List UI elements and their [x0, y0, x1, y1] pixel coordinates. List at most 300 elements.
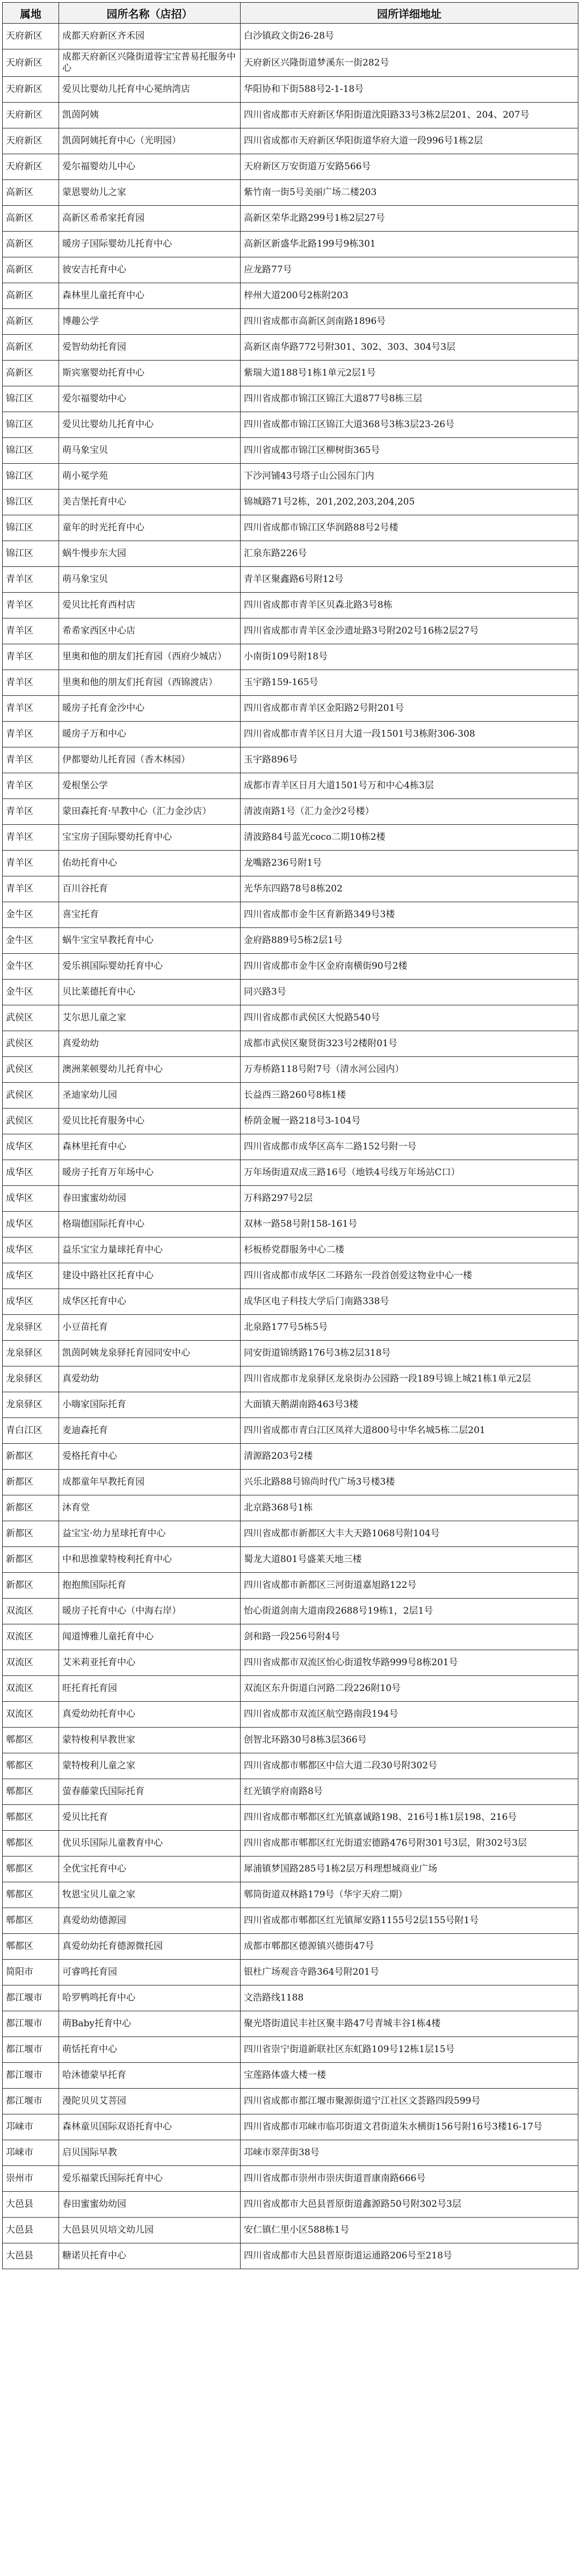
table-row [3, 1470, 578, 1495]
cell-address: 清源路203号2楼 [241, 1444, 578, 1470]
table-row [3, 954, 578, 980]
cell-district: 都江堰市 [3, 1985, 59, 2011]
cell-name: 全优宝托育中心 [59, 1857, 241, 1882]
cell-name: 暖房子托育中心（中海右岸） [59, 1599, 241, 1624]
cell-address: 龙嘴路236号附1号 [241, 851, 578, 876]
table-row [3, 24, 578, 49]
table-row [3, 696, 578, 722]
cell-name: 蜗牛宝宝早教托育中心 [59, 928, 241, 954]
table-row [3, 799, 578, 825]
cell-name: 萌小冕学苑 [59, 464, 241, 490]
cell-address: 梓州大道200号2栋附203 [241, 283, 578, 309]
cell-name: 春田蜜蜜幼幼园 [59, 2192, 241, 2218]
cell-address: 双林一路58号附158-161号 [241, 1212, 578, 1237]
cell-district: 青羊区 [3, 747, 59, 773]
cell-district: 成华区 [3, 1289, 59, 1315]
cell-district: 双流区 [3, 1599, 59, 1624]
cell-address: 四川省成都市青羊区贝森北路3号8栋 [241, 593, 578, 618]
cell-name: 成都天府新区齐禾园 [59, 24, 241, 49]
table-row [3, 128, 578, 154]
table-row [3, 1624, 578, 1650]
cell-name: 高新区希希家托育园 [59, 206, 241, 232]
cell-address: 四川省成都市双流区航空路南段194号 [241, 1702, 578, 1728]
cell-name: 爱乐祺国际婴幼托育中心 [59, 954, 241, 980]
cell-address: 四川省成都市新都区大丰大天路1068号附104号 [241, 1521, 578, 1547]
cell-name: 里奥和他的朋友们托育园（西府少城店） [59, 644, 241, 670]
cell-address: 四川省成都市郫都区红光镇犀安路1155号2层155号附1号 [241, 1908, 578, 1934]
table-row [3, 1109, 578, 1134]
cell-district: 成华区 [3, 1263, 59, 1289]
cell-district: 郫都区 [3, 1908, 59, 1934]
table-row [3, 876, 578, 902]
table-row [3, 670, 578, 696]
cell-name: 麦迪森托育 [59, 1418, 241, 1444]
cell-name: 爱贝比婴幼儿托育中心 [59, 412, 241, 438]
table-row [3, 1005, 578, 1031]
cell-name: 启贝国际早教 [59, 2140, 241, 2166]
cell-address: 成都市郫都区德源镇兴德街47号 [241, 1934, 578, 1960]
cell-district: 青白江区 [3, 1418, 59, 1444]
cell-district: 龙泉驿区 [3, 1392, 59, 1418]
table-row [3, 206, 578, 232]
cell-name: 成都天府新区兴隆街道蓉宝宝普易托服务中心 [59, 49, 241, 77]
cell-district: 青羊区 [3, 696, 59, 722]
cell-district: 金牛区 [3, 902, 59, 928]
cell-name: 爱尔福婴幼儿中心 [59, 154, 241, 180]
table-row [3, 464, 578, 490]
cell-address: 紫瑞大道188号1栋1单元2层1号 [241, 361, 578, 386]
cell-address: 玉宇路159-165号 [241, 670, 578, 696]
table-row [3, 773, 578, 799]
cell-district: 新都区 [3, 1547, 59, 1573]
cell-address: 四川省成都市锦江区锦江大道368号3栋3层23-26号 [241, 412, 578, 438]
cell-address: 下沙河铺43号塔子山公园东门内 [241, 464, 578, 490]
table-row [3, 1392, 578, 1418]
cell-name: 小嗨家国际托育 [59, 1392, 241, 1418]
cell-address: 四川省成都市郫都区红光镇嘉诚路198、216号1栋1层198、216号 [241, 1805, 578, 1831]
table-row [3, 154, 578, 180]
cell-district: 天府新区 [3, 77, 59, 103]
cell-district: 锦江区 [3, 515, 59, 541]
cell-name: 爱贝比托育服务中心 [59, 1109, 241, 1134]
cell-name: 成华区托育中心 [59, 1289, 241, 1315]
cell-name: 益乐宝宝力量球托育中心 [59, 1237, 241, 1263]
cell-address: 创智北环路30号8栋3层366号 [241, 1728, 578, 1753]
table-row [3, 541, 578, 567]
cell-district: 锦江区 [3, 438, 59, 464]
cell-district: 崇州市 [3, 2166, 59, 2192]
table-row [3, 1289, 578, 1315]
table-row [3, 2243, 578, 2269]
cell-address: 杉板桥党群服务中心二楼 [241, 1237, 578, 1263]
cell-name: 蒙恩婴幼儿之家 [59, 180, 241, 206]
table-row [3, 1083, 578, 1109]
table-row [3, 1521, 578, 1547]
table-row [3, 1573, 578, 1599]
cell-address: 白沙镇政文街26-28号 [241, 24, 578, 49]
cell-district: 青羊区 [3, 773, 59, 799]
cell-address: 怡心街道剑南大道南段2688号19栋1，2层1号 [241, 1599, 578, 1624]
table-row [3, 438, 578, 464]
cell-address: 四川省成都市锦江区华润路88号2号楼 [241, 515, 578, 541]
cell-district: 都江堰市 [3, 2089, 59, 2114]
cell-district: 成华区 [3, 1237, 59, 1263]
cell-address: 长益西三路260号8栋1楼 [241, 1083, 578, 1109]
cell-name: 真爱幼幼托育德源微托园 [59, 1934, 241, 1960]
cell-district: 郫都区 [3, 1805, 59, 1831]
cell-name: 希希家西区中心店 [59, 618, 241, 644]
cell-district: 都江堰市 [3, 2063, 59, 2089]
cell-address: 四川省成都市大邑县晋原街道运通路206号至218号 [241, 2243, 578, 2269]
cell-address: 四川省成都市高新区剑南路1896号 [241, 309, 578, 335]
cell-address: 万科路297号2层 [241, 1186, 578, 1212]
cell-name: 真爱幼幼托育中心 [59, 1702, 241, 1728]
cell-district: 锦江区 [3, 464, 59, 490]
cell-district: 天府新区 [3, 103, 59, 128]
cell-name: 森林里儿童托育中心 [59, 283, 241, 309]
cell-address: 四川省成都市郫都区中信大道二段30号附302号 [241, 1753, 578, 1779]
cell-name: 斯宾塞婴幼托育中心 [59, 361, 241, 386]
cell-name: 百川谷托育 [59, 876, 241, 902]
cell-name: 贝比莱德托育中心 [59, 980, 241, 1005]
table-row [3, 1186, 578, 1212]
cell-name: 喜宝托育 [59, 902, 241, 928]
cell-address: 四川省成都市都江堰市聚源街道宁江社区文荟路四段599号 [241, 2089, 578, 2114]
cell-address: 清波路84号蓝光coco二期10栋2楼 [241, 825, 578, 851]
cell-name: 萌Baby托育中心 [59, 2011, 241, 2037]
cell-district: 武侯区 [3, 1031, 59, 1057]
cell-district: 金牛区 [3, 954, 59, 980]
table-row [3, 980, 578, 1005]
cell-district: 武侯区 [3, 1109, 59, 1134]
table-row [3, 2011, 578, 2037]
cell-name: 蒙特梭利儿童之家 [59, 1753, 241, 1779]
table-row [3, 1882, 578, 1908]
cell-address: 四川省成都市青羊区金阳路2号附201号 [241, 696, 578, 722]
table-row [3, 1934, 578, 1960]
table-body [3, 24, 578, 2269]
table-row [3, 747, 578, 773]
cell-district: 金牛区 [3, 980, 59, 1005]
cell-district: 邛崃市 [3, 2114, 59, 2140]
cell-district: 天府新区 [3, 154, 59, 180]
table-row [3, 180, 578, 206]
cell-address: 四川省成都市成华区高车二路152号附一号 [241, 1134, 578, 1160]
cell-district: 武侯区 [3, 1057, 59, 1083]
table-row [3, 335, 578, 361]
cell-district: 郫都区 [3, 1857, 59, 1882]
cell-address: 锦城路71号2栋，201,202,203,204,205 [241, 490, 578, 515]
cell-district: 大邑县 [3, 2192, 59, 2218]
cell-name: 闻道博雅儿童托育中心 [59, 1624, 241, 1650]
table-row [3, 1676, 578, 1702]
cell-address: 四川省成都市天府新区华阳街道华府大道一段996号1栋2层 [241, 128, 578, 154]
cell-address: 光华东四路78号8栋202 [241, 876, 578, 902]
cell-address: 桥荫金履一路218号3-104号 [241, 1109, 578, 1134]
cell-district: 青羊区 [3, 722, 59, 747]
header-name: 园所名称（店招） [59, 3, 241, 24]
cell-name: 爱贝比托育西村店 [59, 593, 241, 618]
cell-address: 宝莲路体盛大楼一楼 [241, 2063, 578, 2089]
table-row [3, 1547, 578, 1573]
table-row [3, 722, 578, 747]
cell-district: 锦江区 [3, 412, 59, 438]
cell-address: 四川省成都市武侯区大悦路540号 [241, 1005, 578, 1031]
cell-district: 高新区 [3, 309, 59, 335]
cell-name: 小豆苗托育 [59, 1315, 241, 1341]
cell-address: 四川省成都市青白江区凤祥大道800号中华名城5栋二层201 [241, 1418, 578, 1444]
cell-address: 四川省成都市大邑县晋原街道鑫源路50号附302号3层 [241, 2192, 578, 2218]
cell-name: 彼安吉托育中心 [59, 257, 241, 283]
cell-address: 大面镇天鹅湖南路463号3楼 [241, 1392, 578, 1418]
cell-address: 兴乐北路88号锦尚时代广场3号楼3楼 [241, 1470, 578, 1495]
cell-district: 高新区 [3, 180, 59, 206]
cell-name: 萌马象宝贝 [59, 438, 241, 464]
cell-address: 高新区荣华北路299号1栋2层27号 [241, 206, 578, 232]
table-row [3, 283, 578, 309]
table-row [3, 386, 578, 412]
cell-address: 四川省成都市青羊区金沙遗址路3号附202号16栋2层27号 [241, 618, 578, 644]
table-row [3, 928, 578, 954]
cell-district: 金牛区 [3, 928, 59, 954]
cell-name: 澳洲莱顿婴幼儿托育中心 [59, 1057, 241, 1083]
cell-address: 青羊区聚鑫路6号附12号 [241, 567, 578, 593]
cell-address: 四川省崇宁街道新联社区东虹路109号12栋1层15号 [241, 2037, 578, 2063]
cell-address: 成华区电子科技大学后门南路338号 [241, 1289, 578, 1315]
cell-address: 万寿桥路118号附7号（清水河公园内） [241, 1057, 578, 1083]
table-row [3, 1031, 578, 1057]
cell-address: 四川省成都市新都区三河街道嘉旭路122号 [241, 1573, 578, 1599]
cell-district: 郫都区 [3, 1753, 59, 1779]
cell-name: 哈罗鸭鸣托育中心 [59, 1985, 241, 2011]
cell-address: 高新区新盛华北路199号9栋301 [241, 232, 578, 257]
cell-name: 爱贝比婴幼儿托育中心冕纳湾店 [59, 77, 241, 103]
table-row [3, 1831, 578, 1857]
cell-name: 暖房子万和中心 [59, 722, 241, 747]
cell-district: 青羊区 [3, 851, 59, 876]
cell-district: 锦江区 [3, 541, 59, 567]
cell-name: 森林里托育中心 [59, 1134, 241, 1160]
cell-district: 青羊区 [3, 876, 59, 902]
table-row [3, 1212, 578, 1237]
cell-district: 郫都区 [3, 1882, 59, 1908]
cell-name: 暖房子托育金沙中心 [59, 696, 241, 722]
cell-name: 萌恬托育中心 [59, 2037, 241, 2063]
cell-district: 锦江区 [3, 386, 59, 412]
cell-name: 童年的时光托育中心 [59, 515, 241, 541]
table-row [3, 1805, 578, 1831]
cell-address: 小南街109号附18号 [241, 644, 578, 670]
cell-district: 新都区 [3, 1573, 59, 1599]
cell-name: 暖房子国际婴幼儿托育中心 [59, 232, 241, 257]
table-row [3, 1728, 578, 1753]
table-row [3, 2218, 578, 2243]
cell-district: 郫都区 [3, 1728, 59, 1753]
cell-address: 双流区东升街道白河路二段226附10号 [241, 1676, 578, 1702]
kindergarten-list-sheet [2, 2, 578, 2269]
cell-name: 抱抱熊国际托育 [59, 1573, 241, 1599]
cell-address: 郫筒街道双林路179号（华宇天府二期） [241, 1882, 578, 1908]
cell-address: 四川省成都市锦江区柳树街365号 [241, 438, 578, 464]
cell-name: 宝宝房子国际婴幼托育中心 [59, 825, 241, 851]
table-row [3, 2192, 578, 2218]
cell-name: 优贝乐国际儿童教育中心 [59, 1831, 241, 1857]
table-row [3, 490, 578, 515]
cell-name: 博趣公学 [59, 309, 241, 335]
table-row [3, 257, 578, 283]
cell-address: 四川省成都市青羊区日月大道一段1501号3栋附306-308 [241, 722, 578, 747]
table-row [3, 902, 578, 928]
cell-name: 成都童年早教托育园 [59, 1470, 241, 1495]
cell-district: 大邑县 [3, 2218, 59, 2243]
cell-name: 森林童贝国际双语托育中心 [59, 2114, 241, 2140]
cell-name: 格瑞德国际托育中心 [59, 1212, 241, 1237]
table-row [3, 825, 578, 851]
table-row [3, 1908, 578, 1934]
table-row [3, 412, 578, 438]
table-row [3, 2114, 578, 2140]
cell-district: 新都区 [3, 1521, 59, 1547]
cell-name: 漫陀贝贝艾菩园 [59, 2089, 241, 2114]
cell-name: 爱格托育中心 [59, 1444, 241, 1470]
cell-district: 邛崃市 [3, 2140, 59, 2166]
cell-district: 郫都区 [3, 1934, 59, 1960]
header-address: 园所详细地址 [241, 3, 578, 24]
cell-name: 伊都婴幼儿托育园（香木林园） [59, 747, 241, 773]
cell-name: 爱尔福婴幼中心 [59, 386, 241, 412]
table-row [3, 1263, 578, 1289]
table-row [3, 2037, 578, 2063]
cell-name: 真爱幼幼 [59, 1031, 241, 1057]
cell-address: 成都市武侯区聚贤街323号2楼附01号 [241, 1031, 578, 1057]
cell-district: 双流区 [3, 1702, 59, 1728]
cell-district: 简阳市 [3, 1960, 59, 1985]
cell-district: 高新区 [3, 335, 59, 361]
header-district: 属地 [3, 3, 59, 24]
cell-district: 青羊区 [3, 567, 59, 593]
cell-district: 武侯区 [3, 1005, 59, 1031]
cell-name: 中和思推蒙特梭利托育中心 [59, 1547, 241, 1573]
cell-address: 同兴路3号 [241, 980, 578, 1005]
cell-district: 郫都区 [3, 1831, 59, 1857]
cell-name: 哈沐德蒙早托育 [59, 2063, 241, 2089]
cell-district: 高新区 [3, 206, 59, 232]
cell-address: 四川省成都市龙泉驿区龙泉街办公园路一段189号锦上城21栋1单元2层 [241, 1366, 578, 1392]
cell-address: 四川省成都市锦江区锦江大道877号8栋三层 [241, 386, 578, 412]
cell-district: 成华区 [3, 1160, 59, 1186]
table-row [3, 49, 578, 77]
cell-district: 天府新区 [3, 49, 59, 77]
cell-district: 龙泉驿区 [3, 1315, 59, 1341]
table-row [3, 851, 578, 876]
cell-address: 银杜广场观音寺路364号附201号 [241, 1960, 578, 1985]
table-row [3, 1985, 578, 2011]
table-row [3, 1753, 578, 1779]
cell-name: 蜗牛慢步东大园 [59, 541, 241, 567]
cell-address: 金府路889号5栋2层1号 [241, 928, 578, 954]
cell-district: 青羊区 [3, 644, 59, 670]
cell-address: 北京路368号1栋 [241, 1495, 578, 1521]
cell-name: 爱乐福蒙氏国际托育中心 [59, 2166, 241, 2192]
cell-district: 双流区 [3, 1650, 59, 1676]
cell-district: 成华区 [3, 1186, 59, 1212]
cell-address: 文浩路线1188 [241, 1985, 578, 2011]
cell-district: 青羊区 [3, 670, 59, 696]
cell-address: 天府新区万安街道万安路566号 [241, 154, 578, 180]
table-row [3, 1134, 578, 1160]
cell-name: 建设中路社区托育中心 [59, 1263, 241, 1289]
cell-address: 蜀龙大道801号盛莱天地三楼 [241, 1547, 578, 1573]
cell-name: 可睿鸣托育园 [59, 1960, 241, 1985]
cell-district: 大邑县 [3, 2243, 59, 2269]
table-row [3, 1960, 578, 1985]
table-row [3, 361, 578, 386]
table-row [3, 1341, 578, 1366]
cell-name: 美吉堡托育中心 [59, 490, 241, 515]
cell-district: 双流区 [3, 1624, 59, 1650]
cell-name: 圣迪家幼儿园 [59, 1083, 241, 1109]
table-row [3, 644, 578, 670]
cell-address: 清波南路1号（汇力金沙2号楼） [241, 799, 578, 825]
cell-district: 双流区 [3, 1676, 59, 1702]
table-row [3, 567, 578, 593]
cell-name: 凯茵阿姨龙泉驿托育园同安中心 [59, 1341, 241, 1366]
cell-district: 龙泉驿区 [3, 1366, 59, 1392]
cell-district: 天府新区 [3, 128, 59, 154]
table-row [3, 1315, 578, 1341]
cell-district: 高新区 [3, 361, 59, 386]
cell-district: 青羊区 [3, 799, 59, 825]
table-row [3, 1366, 578, 1392]
cell-district: 都江堰市 [3, 2037, 59, 2063]
cell-address: 四川省成都市成华区二环路东一段首创爱这物业中心一楼 [241, 1263, 578, 1289]
table-row [3, 593, 578, 618]
cell-name: 爱智幼幼托育园 [59, 335, 241, 361]
cell-address: 四川省成都市崇州市崇庆街道晋康南路666号 [241, 2166, 578, 2192]
cell-name: 蒙田森托育·早教中心（汇力金沙店） [59, 799, 241, 825]
cell-district: 锦江区 [3, 490, 59, 515]
table-row [3, 1057, 578, 1083]
cell-district: 天府新区 [3, 24, 59, 49]
cell-name: 旺托育托育园 [59, 1676, 241, 1702]
table-row [3, 1650, 578, 1676]
cell-district: 青羊区 [3, 825, 59, 851]
table-row [3, 2063, 578, 2089]
cell-name: 凯茵阿姨托育中心（光明园） [59, 128, 241, 154]
kindergarten-table [2, 2, 578, 2269]
cell-name: 艾尔思儿童之家 [59, 1005, 241, 1031]
cell-district: 龙泉驿区 [3, 1341, 59, 1366]
cell-address: 成都市青羊区日月大道1501号万和中心4栋3层 [241, 773, 578, 799]
cell-address: 四川省成都市天府新区华阳街道沈阳路33号3栋2层201、204、207号 [241, 103, 578, 128]
cell-address: 四川省成都市双流区怡心街道牧华路999号8栋201号 [241, 1650, 578, 1676]
cell-name: 暖房子托育万年场中心 [59, 1160, 241, 1186]
cell-address: 四川省成都市邛崃市临邛街道文君街道朱水横街156号附16号3楼16-17号 [241, 2114, 578, 2140]
cell-name: 益宝宝·幼力星球托育中心 [59, 1521, 241, 1547]
cell-address: 华阳协和下街588号2-1-18号 [241, 77, 578, 103]
table-row [3, 1237, 578, 1263]
cell-address: 红光镇学府南路8号 [241, 1779, 578, 1805]
table-row [3, 1599, 578, 1624]
cell-district: 成华区 [3, 1212, 59, 1237]
cell-district: 青羊区 [3, 593, 59, 618]
cell-address: 邛崃市翠萍街38号 [241, 2140, 578, 2166]
table-row [3, 77, 578, 103]
table-row [3, 1444, 578, 1470]
cell-address: 四川省成都市金牛区育新路349号3楼 [241, 902, 578, 928]
cell-address: 紫竹南一街5号美丽广场二楼203 [241, 180, 578, 206]
cell-district: 都江堰市 [3, 2011, 59, 2037]
